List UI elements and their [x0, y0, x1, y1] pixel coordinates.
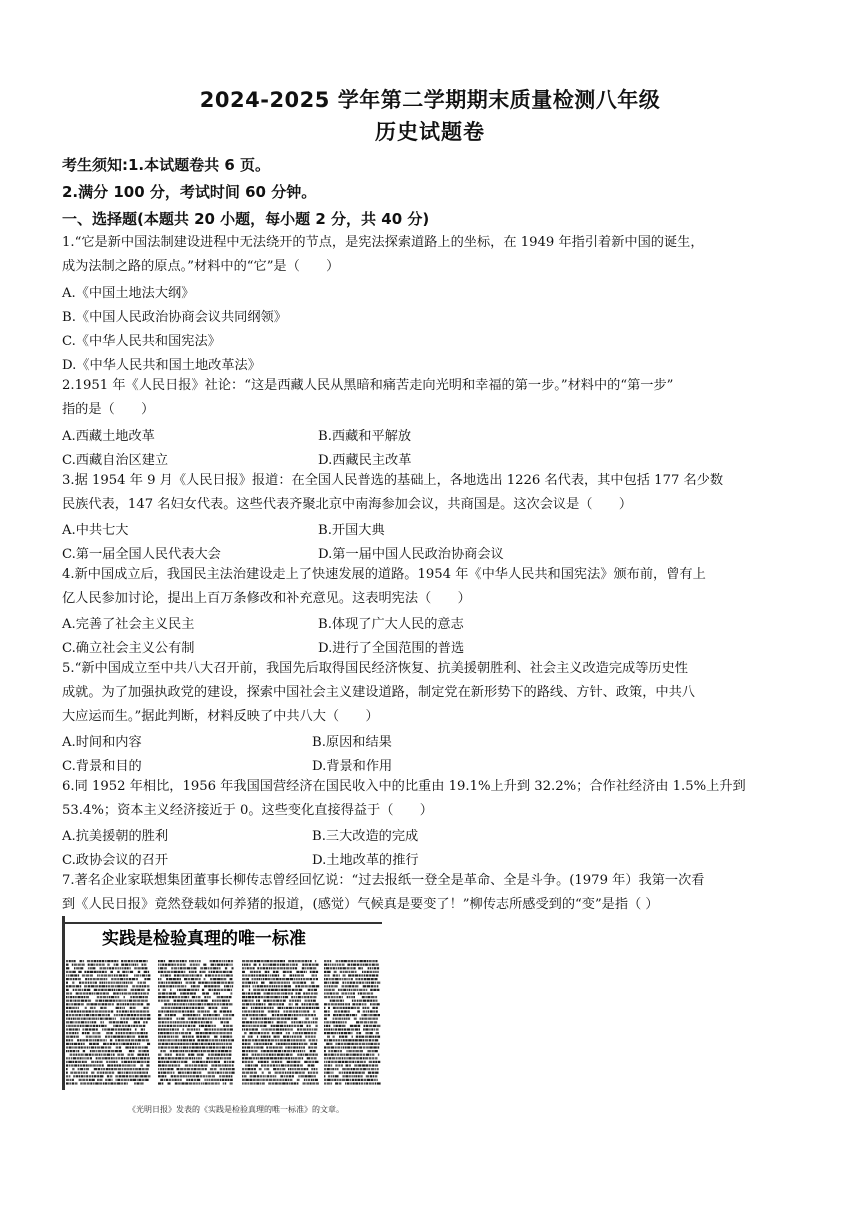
newspaper-headline: 实践是检验真理的唯一标准	[102, 929, 306, 949]
q2-option-a: A.西藏土地改革	[62, 429, 155, 444]
q1-option-d: D.《中华人民共和国土地改革法》	[62, 358, 261, 373]
q4-option-a: A.完善了社会主义民主	[62, 617, 195, 632]
q4-option-c: C.确立社会主义公有制	[62, 641, 195, 656]
q2-stem-line-1: 2.1951 年《人民日报》社论：“这是西藏人民从黑暗和痛苦走向光明和幸福的第一步。”材料中的“第一步”	[62, 378, 674, 393]
q2-stem-line-2: 指的是（ ）	[62, 402, 155, 417]
q6-option-a: A.抗美援朝的胜利	[62, 829, 169, 844]
q6-stem-line-2: 53.4%；资本主义经济接近于 0。这些变化直接得益于（ ）	[62, 803, 433, 818]
q5-option-c: C.背景和目的	[62, 759, 142, 774]
newspaper-graphic	[62, 916, 382, 1090]
q1-stem-line-1: 1.“它是新中国法制建设进程中无法绕开的节点，是宪法探索道路上的坐标，在 1949 年指引着新中国的诞生，	[62, 235, 704, 250]
q2-option-c: C.西藏自治区建立	[62, 453, 169, 468]
q5-option-b: B.原因和结果	[312, 735, 392, 750]
q4-stem-line-1: 4.新中国成立后，我国民主法治建设走上了快速发展的道路。1954 年《中华人民共和国宪法》颁布前，曾有上	[62, 567, 706, 582]
newspaper-caption: 《光明日报》发表的《实践是检验真理的唯一标准》的文章。	[128, 1105, 344, 1114]
q1-option-b: B.《中国人民政治协商会议共同纲领》	[62, 310, 287, 325]
q3-option-d: D.第一届中国人民政治协商会议	[318, 547, 504, 562]
q7-stem-line-1: 7.著名企业家联想集团董事长柳传志曾经回忆说：“过去报纸一登全是革命、全是斗争。(1979 年）我第一次看	[62, 873, 705, 888]
q6-stem-line-1: 6.同 1952 年相比，1956 年我国国营经济在国民收入中的比重由 19.1%上升到 32.2%；合作社经济由 1.5%上升到	[62, 779, 746, 794]
q1-stem-line-2: 成为法制之路的原点。”材料中的“它”是（ ）	[62, 259, 340, 274]
q6-option-b: B.三大改造的完成	[312, 829, 419, 844]
q1-option-c: C.《中华人民共和国宪法》	[62, 334, 221, 349]
exam-subtitle: 历史试题卷	[375, 120, 485, 144]
q3-stem-line-1: 3.据 1954 年 9 月《人民日报》报道：在全国人民普选的基础上，各地选出 1226 名代表，其中包括 177 名少数	[62, 473, 724, 488]
notice-line-1: 考生须知:1.本试题卷共 6 页。	[62, 156, 271, 174]
notice-line-2: 2.满分 100 分，考试时间 60 分钟。	[62, 183, 317, 201]
q1-option-a: A.《中国土地法大纲》	[62, 286, 195, 301]
q2-option-d: D.西藏民主改革	[318, 453, 412, 468]
q4-option-d: D.进行了全国范围的普选	[318, 641, 465, 656]
q3-stem-line-2: 民族代表，147 名妇女代表。这些代表齐聚北京中南海参加会议，共商国是。这次会议是（ ）	[62, 497, 633, 512]
exam-title: 2024-2025 学年第二学期期末质量检测八年级	[199, 88, 661, 112]
q5-stem-line-2: 成就。为了加强执政党的建设，探索中国社会主义建设道路，制定党在新形势下的路线、方针、政策，中共八	[62, 685, 695, 700]
q3-option-b: B.开国大典	[318, 523, 385, 538]
q3-option-c: C.第一届全国人民代表大会	[62, 547, 221, 562]
q5-stem-line-3: 大应运而生。”据此判断，材料反映了中共八大（ ）	[62, 709, 379, 724]
section-heading: 一、选择题(本题共 20 小题，每小题 2 分，共 40 分)	[62, 210, 430, 228]
q4-option-b: B.体现了广大人民的意志	[318, 617, 464, 632]
q6-option-d: D.土地改革的推行	[312, 853, 419, 868]
q2-option-b: B.西藏和平解放	[318, 429, 412, 444]
q5-option-d: D.背景和作用	[312, 759, 393, 774]
q4-stem-line-2: 亿人民参加讨论，提出上百万条修改和补充意见。这表明宪法（ ）	[62, 591, 471, 606]
newspaper-clipping-image	[62, 916, 382, 1090]
q6-option-c: C.政协会议的召开	[62, 853, 169, 868]
q3-option-a: A.中共七大	[62, 523, 129, 538]
q7-stem-line-2: 到《人民日报》竟然登载如何养猪的报道，(感觉）气候真是要变了！”柳传志所感受到的“变”是指（ ）	[62, 897, 659, 912]
q5-stem-line-1: 5.“新中国成立至中共八大召开前，我国先后取得国民经济恢复、抗美援朝胜利、社会主义改造完成等历史性	[62, 661, 688, 676]
q5-option-a: A.时间和内容	[62, 735, 142, 750]
